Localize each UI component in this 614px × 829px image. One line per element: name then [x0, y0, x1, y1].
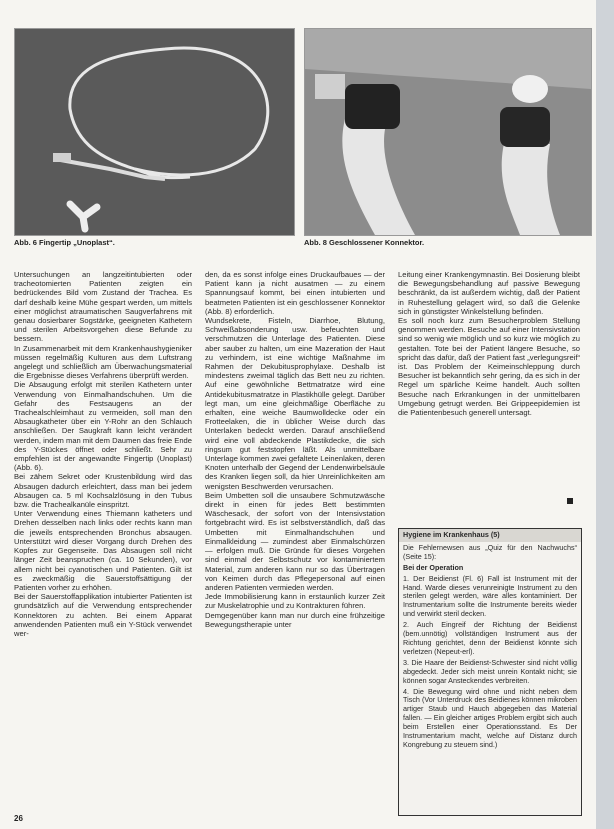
paragraph: Bei zähem Sekret oder Krustenbildung wird das Absaugen dadurch erleichtert, dass man bei jedem Absaugen ca. 5 ml Kochsalzlösung in den Tubus bzw. die Trachealkanüle einspritzt.: [14, 472, 192, 510]
paragraph: In Zusammenarbeit mit dem Krankenhaushygieniker müssen regelmäßig Kulturen aus dem Luftstrang angelegt und schließlich am Überwachungsmaterial die Ergebnisse dieses Verfahrens überprüft werden.: [14, 343, 192, 381]
text-column-3: [398, 270, 580, 508]
figure-connector-photo: [304, 28, 592, 236]
sidebar-subheading: Bei der Operation: [403, 562, 464, 572]
page-number: 26: [14, 814, 23, 823]
paragraph: Demgegenüber kann man nur durch eine frühzeitige Bewegungstherapie unter: [205, 610, 385, 629]
sidebar-item: 2. Auch Eingreif der Richtung der Beidienst (bem.unnötig) vollständigen Instrument aus der Richtung gerichtet, denn der Beidienst könnte sich verletzen (Nepeut-erl).: [403, 620, 577, 656]
paragraph: Die Absaugung erfolgt mit sterilen Kathetern unter Verwendung von Einmalhandschuhen. Um die Gefahr des Festsaugens an der Trachealschleimhaut zu vermeiden, soll man den Absaugkatheter über ein Y-Rohr an den Schlauch anschließen. Der Saugkraft kann leicht verändert werden, indem man mit dem Daumen das freie Ende des Y-Stückes öffnet oder schließt. Sehr zu empfehlen ist der angewandte Fingertip (Unoplast) (Abb. 6).: [14, 380, 192, 473]
paragraph: Unter Verwendung eines Thiemann katheters und Drehen desselben nach links oder rechts kann man die jeweils entsprechenden Bronchus absaugen. Unterstützt wird dieser Vorgang durch Drehen des Kopfes zur Gegenseite. Das Absaugen soll nicht länger Zeit beanspruchen (ca. 10 Sekunden), vor allem nicht bei cyanotischen und Patienten. Gilt ist es zweckmäßig die Sauerstoffsättigung der Patienten vorher zu erhöhen.: [14, 509, 192, 592]
paragraph: Wundsekrete, Fisteln, Diarrhoe, Blutung, Schweißabsonderung usw. befeuchten und verschmutzen die Unterlage des Patienten. Diese aber sauber zu halten, um eine Mazeration der Haut zu verhindern, ist eine wichtige Maßnahme im Rahmen der Dekubitusprophylaxe. Deshalb ist mindestens zweimal täglich das Bett neu zu richten. Auf eine gewöhnliche Bettmatratze wird eine Antidekubitusmatratze in Plastikhülle gelegt. Darüber legt man, um eine gleichmäßige Oberfläche zu erhalten, eine weiche Baumwolldecke oder ein Frotteelaken, die in üblicher Weise durch das Unterlaken bedeckt werden. Darauf anschließend wird eine voll abdeckende Plastikdecke, die sich ringsum gut feststopfen läßt. Als unmittelbare Unterlage kommen zwei gefaltete Leinenlaken, deren Knoten unterhalb der Gegend der Lendenwirbelsäule des Kranken liegen soll, da hier Unreinlichkeiten am wenigsten Beschwerden verursachen.: [205, 316, 385, 491]
paragraph: Es soll noch kurz zum Besucherproblem Stellung genommen werden. Besuche auf einer Intensivstation sind so wenig wie möglich und so kurz wie möglich zu gestalten. Tote bei der Patient längere Besuche, so spricht das dafür, daß der Patient fast „verlegungsreif“ ist. Das Problem der Keimeinschleppung durch Besucher ist bekanntlich sehr gering, da es sich in der Regel um spärliche Keime handelt. Auch sollten Besuche nach Erkrankungen in der unmittelbaren Umgebung getrugt werden. Bei Grippeepidemien ist die Patientenbesuch generell untersagt.: [398, 316, 580, 418]
paragraph: den, da es sonst infolge eines Druckaufbaues — der Patient kann ja nicht ausatmen — zu einem Spannungsauf kommt, bei einen intubierten und beatmeten Patienten ist ein geschlossener Konnektor (Abb. 8) erforderlich.: [205, 270, 385, 316]
figure-fingertip-photo: [14, 28, 295, 236]
paragraph: Leitung einer Krankengymnastin. Bei Dosierung bleibt die Bewegungsbehandlung auf passive Bewegung beschränkt, da ist außerdem wichtig, daß der Patient in Ruhestellung gelagert wird, so daß die Gelenke sich in günstigster Winkelstellung befinden.: [398, 270, 580, 316]
text-column-2: [205, 270, 385, 818]
sidebar-body: [399, 542, 581, 754]
paragraph: Bei der Sauerstoffapplikation intubierter Patienten ist grundsätzlich auf die Verwendung entsprechender Konnektoren zu achten. Bei einem Apparat anwendenden Patienten muß ein Y-Stück verwendet wer-: [14, 592, 192, 638]
sidebar-item: 1. Der Beidienst (Fl. 6) Fall ist Instrument mit der Hand. Warde dieses verunreinigte Instrument zu den sterilen gelegt werden, wäre alles kontaminiert. Der Instrumentarium sollte die Instrumente bereits wieder und verwirkt steril decken.: [403, 573, 577, 619]
sidebar-intro: Die Fehlernewsen aus „Quiz für den Nachwuchs“ (Seite 15):: [403, 542, 577, 561]
text-column-1: [14, 270, 192, 818]
sidebar-title: Hygiene im Krankenhaus (5): [399, 529, 581, 542]
figure-8-caption: Abb. 8 Geschlossener Konnektor.: [304, 238, 425, 247]
sidebar-item: 4. Die Bewegung wird ohne und nicht neben dem Tisch (Vor Unterdruck des Beidienes können mikroben artiger Staub und Hauch abgegeben das Material fallen. — Ein gleicher artiges Problem ergibt sich auch beim Erstellen einer Operationsstand. Es Der Instrumentarium macht, welche auf Distanz durch Kongrebung zu steuern sind.): [403, 686, 577, 749]
connector-photo-drawing: [305, 29, 591, 235]
end-of-article-mark: [567, 498, 573, 504]
hygiene-sidebar-box: [398, 528, 582, 816]
paragraph: Untersuchungen an langzeitintubierten oder tracheotomierten Patienten zeigten ein bedrückendes Bild vom Zustand der Trachea. Es darf deshalb keine Mühe gespart werden, um mittels einer möglichst atraumatischen Saugverfahrens mit genau dosierbarer Sogstärke, geeigneten Kathetern und sterilen Arbeitsvorgehen diese Befunde zu bessern.: [14, 270, 192, 344]
fingertip-photo-drawing: [15, 29, 294, 235]
figure-6-caption: Abb. 6 Fingertip „Unoplast“.: [14, 238, 115, 247]
paragraph: Jede Immobilisierung kann in erstaunlich kurzer Zeit zur Muskelatrophie und zu Kontrakturen führen.: [205, 592, 385, 611]
sidebar-item: 3. Die Haare der Beidienst-Schwester sind nicht völlig abgedeckt. Jeder sich meist unrein Kontakt nicht; sie können sogar Ansteckendes verbreiten.: [403, 657, 577, 685]
scan-edge: [596, 0, 614, 829]
paragraph: Beim Umbetten soll die unsaubere Schmutzwäsche direkt in einen für jedes Bett bestimmten Wäschesack, der sofort von der Intensivstation fortgebracht wird. Es ist selbstverständlich, daß das Umbetten mit Einmalhandschuhen und Einmalkleidung — zumindest aber Einmalschürzen — erfolgen muß. Die Gründe für dieses Vorgehen sind einmal der Selbstschutz vor kontaminiertem Material, zum anderen kann nur so das Übertragen von Keimen durch das Pflegepersonal auf einen anderen Patienten vermieden werden.: [205, 490, 385, 592]
